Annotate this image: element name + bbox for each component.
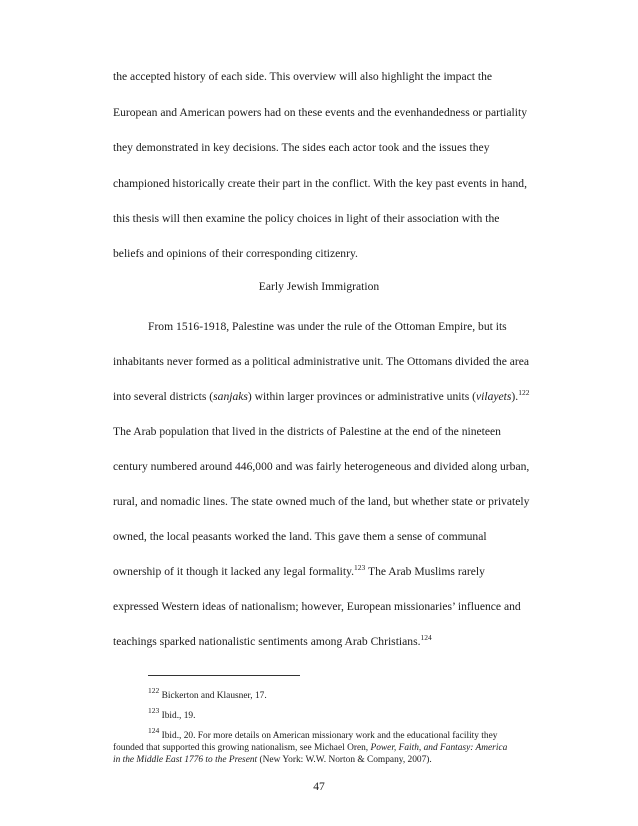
body-line: championed historically create their part in the conflict. With the key past events in hand,	[113, 177, 527, 190]
body-line: rural, and nomadic lines. The state owned much of the land, but whether state or privately	[113, 495, 530, 508]
footnote-rule	[148, 675, 300, 676]
body-line: The Arab population that lived in the districts of Palestine at the end of the nineteen	[113, 425, 501, 438]
footnote-124-line2	[113, 742, 507, 754]
footnote-marker: 122	[518, 388, 530, 397]
footnote-title: Power, Faith, and Fantasy: America	[370, 743, 508, 753]
body-line: owned, the local peasants worked the land. This gave them a sense of communal	[113, 530, 487, 543]
body-line: they demonstrated in key decisions. The sides each actor took and the issues they	[113, 141, 490, 154]
text-run: ownership of it though it lacked any legal formality.	[113, 565, 355, 578]
body-line: the accepted history of each side. This overview will also highlight the impact the	[113, 70, 493, 83]
footnote-marker: 124	[420, 633, 432, 642]
footnote-number: 124	[148, 726, 160, 735]
footnote-122	[148, 686, 267, 702]
body-line: beliefs and opinions of their corresponding citizenry.	[113, 247, 358, 260]
footnote-number: 122	[148, 686, 160, 695]
footnote-marker: 123	[354, 563, 366, 572]
footnote-text: Ibid., 19.	[159, 711, 196, 721]
body-line: expressed Western ideas of nationalism; however, European missionaries’ influence and	[113, 600, 521, 613]
body-line: this thesis will then examine the policy choices in light of their association with the	[113, 212, 500, 225]
footnote-123	[148, 706, 196, 722]
body-line: inhabitants never formed as a political administrative unit. The Ottomans divided the area	[113, 355, 530, 368]
footnote-text: (New York: W.W. Norton & Company, 2007).	[257, 755, 432, 765]
text-run: ).	[511, 390, 519, 403]
footnote-text: Ibid., 20. For more details on American missionary work and the educational facility they	[159, 731, 498, 741]
body-line	[113, 565, 485, 579]
footnote-124-line3	[113, 754, 432, 766]
body-line: European and American powers had on these events and the evenhandedness or partiality	[113, 106, 528, 119]
body-line	[113, 635, 432, 649]
text-run: The Arab Muslims rarely	[365, 565, 485, 578]
footnote-title: in the Middle East 1776 to the Present	[113, 755, 258, 765]
text-run: teachings sparked nationalistic sentiments among Arab Christians.	[113, 635, 421, 648]
italic-term: vilayets	[476, 390, 512, 403]
body-line: From 1516-1918, Palestine was under the rule of the Ottoman Empire, but its	[148, 320, 507, 333]
section-heading: Early Jewish Immigration	[258, 280, 380, 293]
footnote-124	[148, 726, 498, 742]
footnote-text: founded that supported this growing nationalism, see Michael Oren,	[113, 743, 371, 753]
italic-term: sanjaks	[213, 390, 248, 403]
text-run: into several districts (	[113, 390, 214, 403]
text-run: ) within larger provinces or administrative units (	[247, 390, 476, 403]
body-line	[113, 390, 529, 404]
page-number: 47	[313, 780, 325, 793]
footnote-text: Bickerton and Klausner, 17.	[159, 691, 267, 701]
footnote-number: 123	[148, 706, 160, 715]
body-line: century numbered around 446,000 and was fairly heterogeneous and divided along urban,	[113, 460, 530, 473]
